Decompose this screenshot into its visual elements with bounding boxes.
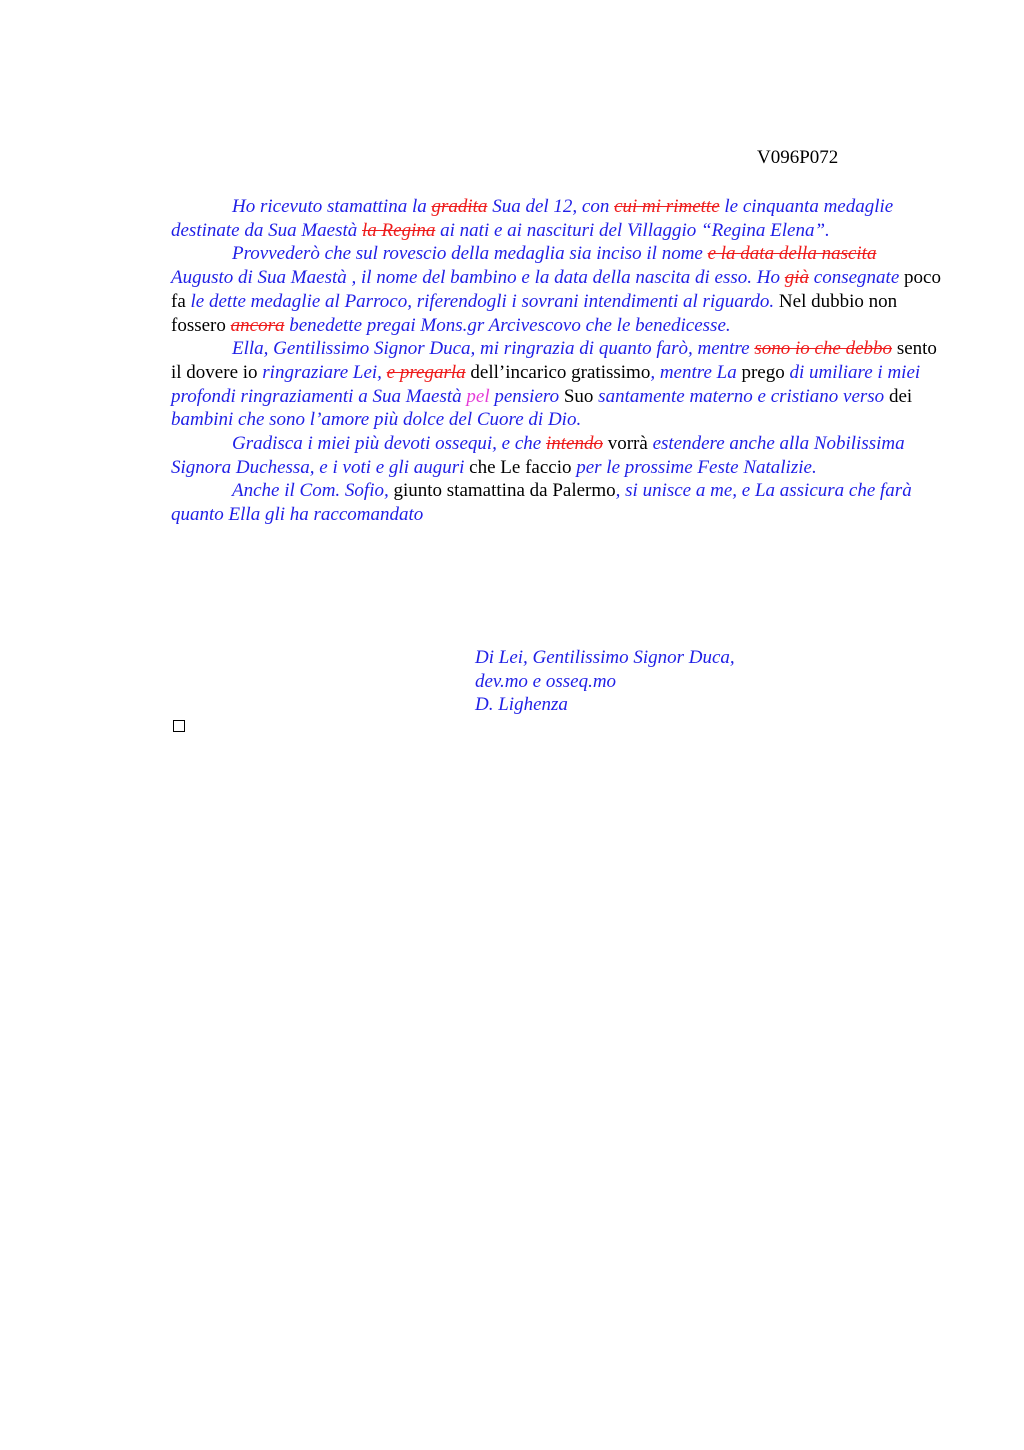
- inserted-text: poco fa: [171, 267, 941, 312]
- original-text: Sua del 12, con: [487, 196, 615, 217]
- original-text: Gradisca i miei più devoti ossequi, e che: [232, 433, 546, 455]
- inserted-text: prego: [741, 361, 790, 383]
- inserted-text: Suo: [563, 385, 599, 407]
- original-text: Augusto di Sua Maestà , il nome del bambino e la data della nascita di esso. Ho: [171, 267, 785, 289]
- inserted-text: che Le faccio: [469, 456, 577, 478]
- original-text: bambini che sono l’amore più dolce del Cuore di Dio.: [171, 409, 582, 431]
- original-text: santamente materno e cristiano verso: [598, 385, 889, 407]
- deleted-text: la Regina: [362, 219, 436, 241]
- original-text: per le prossime Feste Natalizie.: [576, 456, 817, 478]
- deleted-text: sono io che debbo: [754, 338, 893, 360]
- end-mark-box: [173, 720, 185, 732]
- original-text: Provvederò che sul rovescio della medaglia sia inciso il nome: [232, 243, 708, 265]
- original-text: pensiero: [489, 385, 564, 407]
- inserted-text: dell’incarico gratissimo: [465, 361, 651, 383]
- letter-paragraph: [171, 337, 941, 432]
- letter-paragraph: [171, 479, 941, 526]
- original-text: benedette pregai Mons.gr Arcivescovo che le benedicesse.: [284, 314, 731, 336]
- letter-closing: [475, 646, 735, 717]
- original-text: Ho ricevuto stamattina la: [232, 196, 432, 217]
- original-text: ai nati e ai nascituri del Villaggio “Regina Elena”.: [435, 219, 830, 241]
- highlighted-text: pel: [466, 385, 490, 407]
- inserted-text: dei: [888, 385, 913, 407]
- closing-salutation: Di Lei, Gentilissimo Signor Duca,: [475, 647, 735, 668]
- inserted-text: sento il dovere io: [171, 338, 937, 383]
- deleted-text: cui mi rimette: [614, 196, 720, 217]
- original-text: di umiliare i miei profondi ringraziamenti a Sua Maestà: [171, 361, 921, 407]
- deleted-text: ancora: [230, 314, 285, 336]
- document-id: V096P072: [757, 147, 839, 168]
- inserted-text: giunto stamattina da Palermo: [393, 480, 616, 502]
- letter-paragraph: [171, 432, 941, 479]
- letter-paragraph: [171, 195, 941, 242]
- original-text: le dette medaglie al Parroco, riferendogli i sovrani intendimenti al riguardo.: [190, 290, 775, 312]
- deleted-text: intendo: [545, 433, 603, 455]
- original-text: estendere anche alla Nobilissima Signora Duchessa, e i voti e gli auguri: [171, 433, 905, 478]
- inserted-text: Nel dubbio non fossero: [171, 290, 898, 336]
- inserted-text: vorrà: [602, 433, 653, 455]
- letter-body: [171, 195, 941, 527]
- deleted-text: e la data della nascita: [707, 243, 877, 265]
- letter-paragraph: [171, 242, 941, 337]
- original-text: , si unisce a me, e La assicura che farà quanto Ella gli ha raccomandato: [171, 480, 912, 526]
- signature: D. Lighenza: [475, 694, 568, 715]
- original-text: Ella, Gentilissimo Signor Duca, mi ringrazia di quanto farò, mentre: [232, 338, 755, 360]
- deleted-text: e pregarla: [386, 361, 466, 383]
- closing-formula: dev.mo e osseq.mo: [475, 670, 617, 692]
- original-text: ringraziare Lei,: [262, 361, 387, 383]
- original-text: le cinquanta medaglie destinate da Sua Maestà: [171, 196, 894, 241]
- deleted-text: gradita: [431, 196, 488, 217]
- deleted-text: già: [784, 267, 810, 289]
- original-text: , mentre La: [650, 361, 742, 383]
- original-text: consegnate: [809, 267, 905, 289]
- original-text: Anche il Com. Sofio,: [232, 480, 394, 502]
